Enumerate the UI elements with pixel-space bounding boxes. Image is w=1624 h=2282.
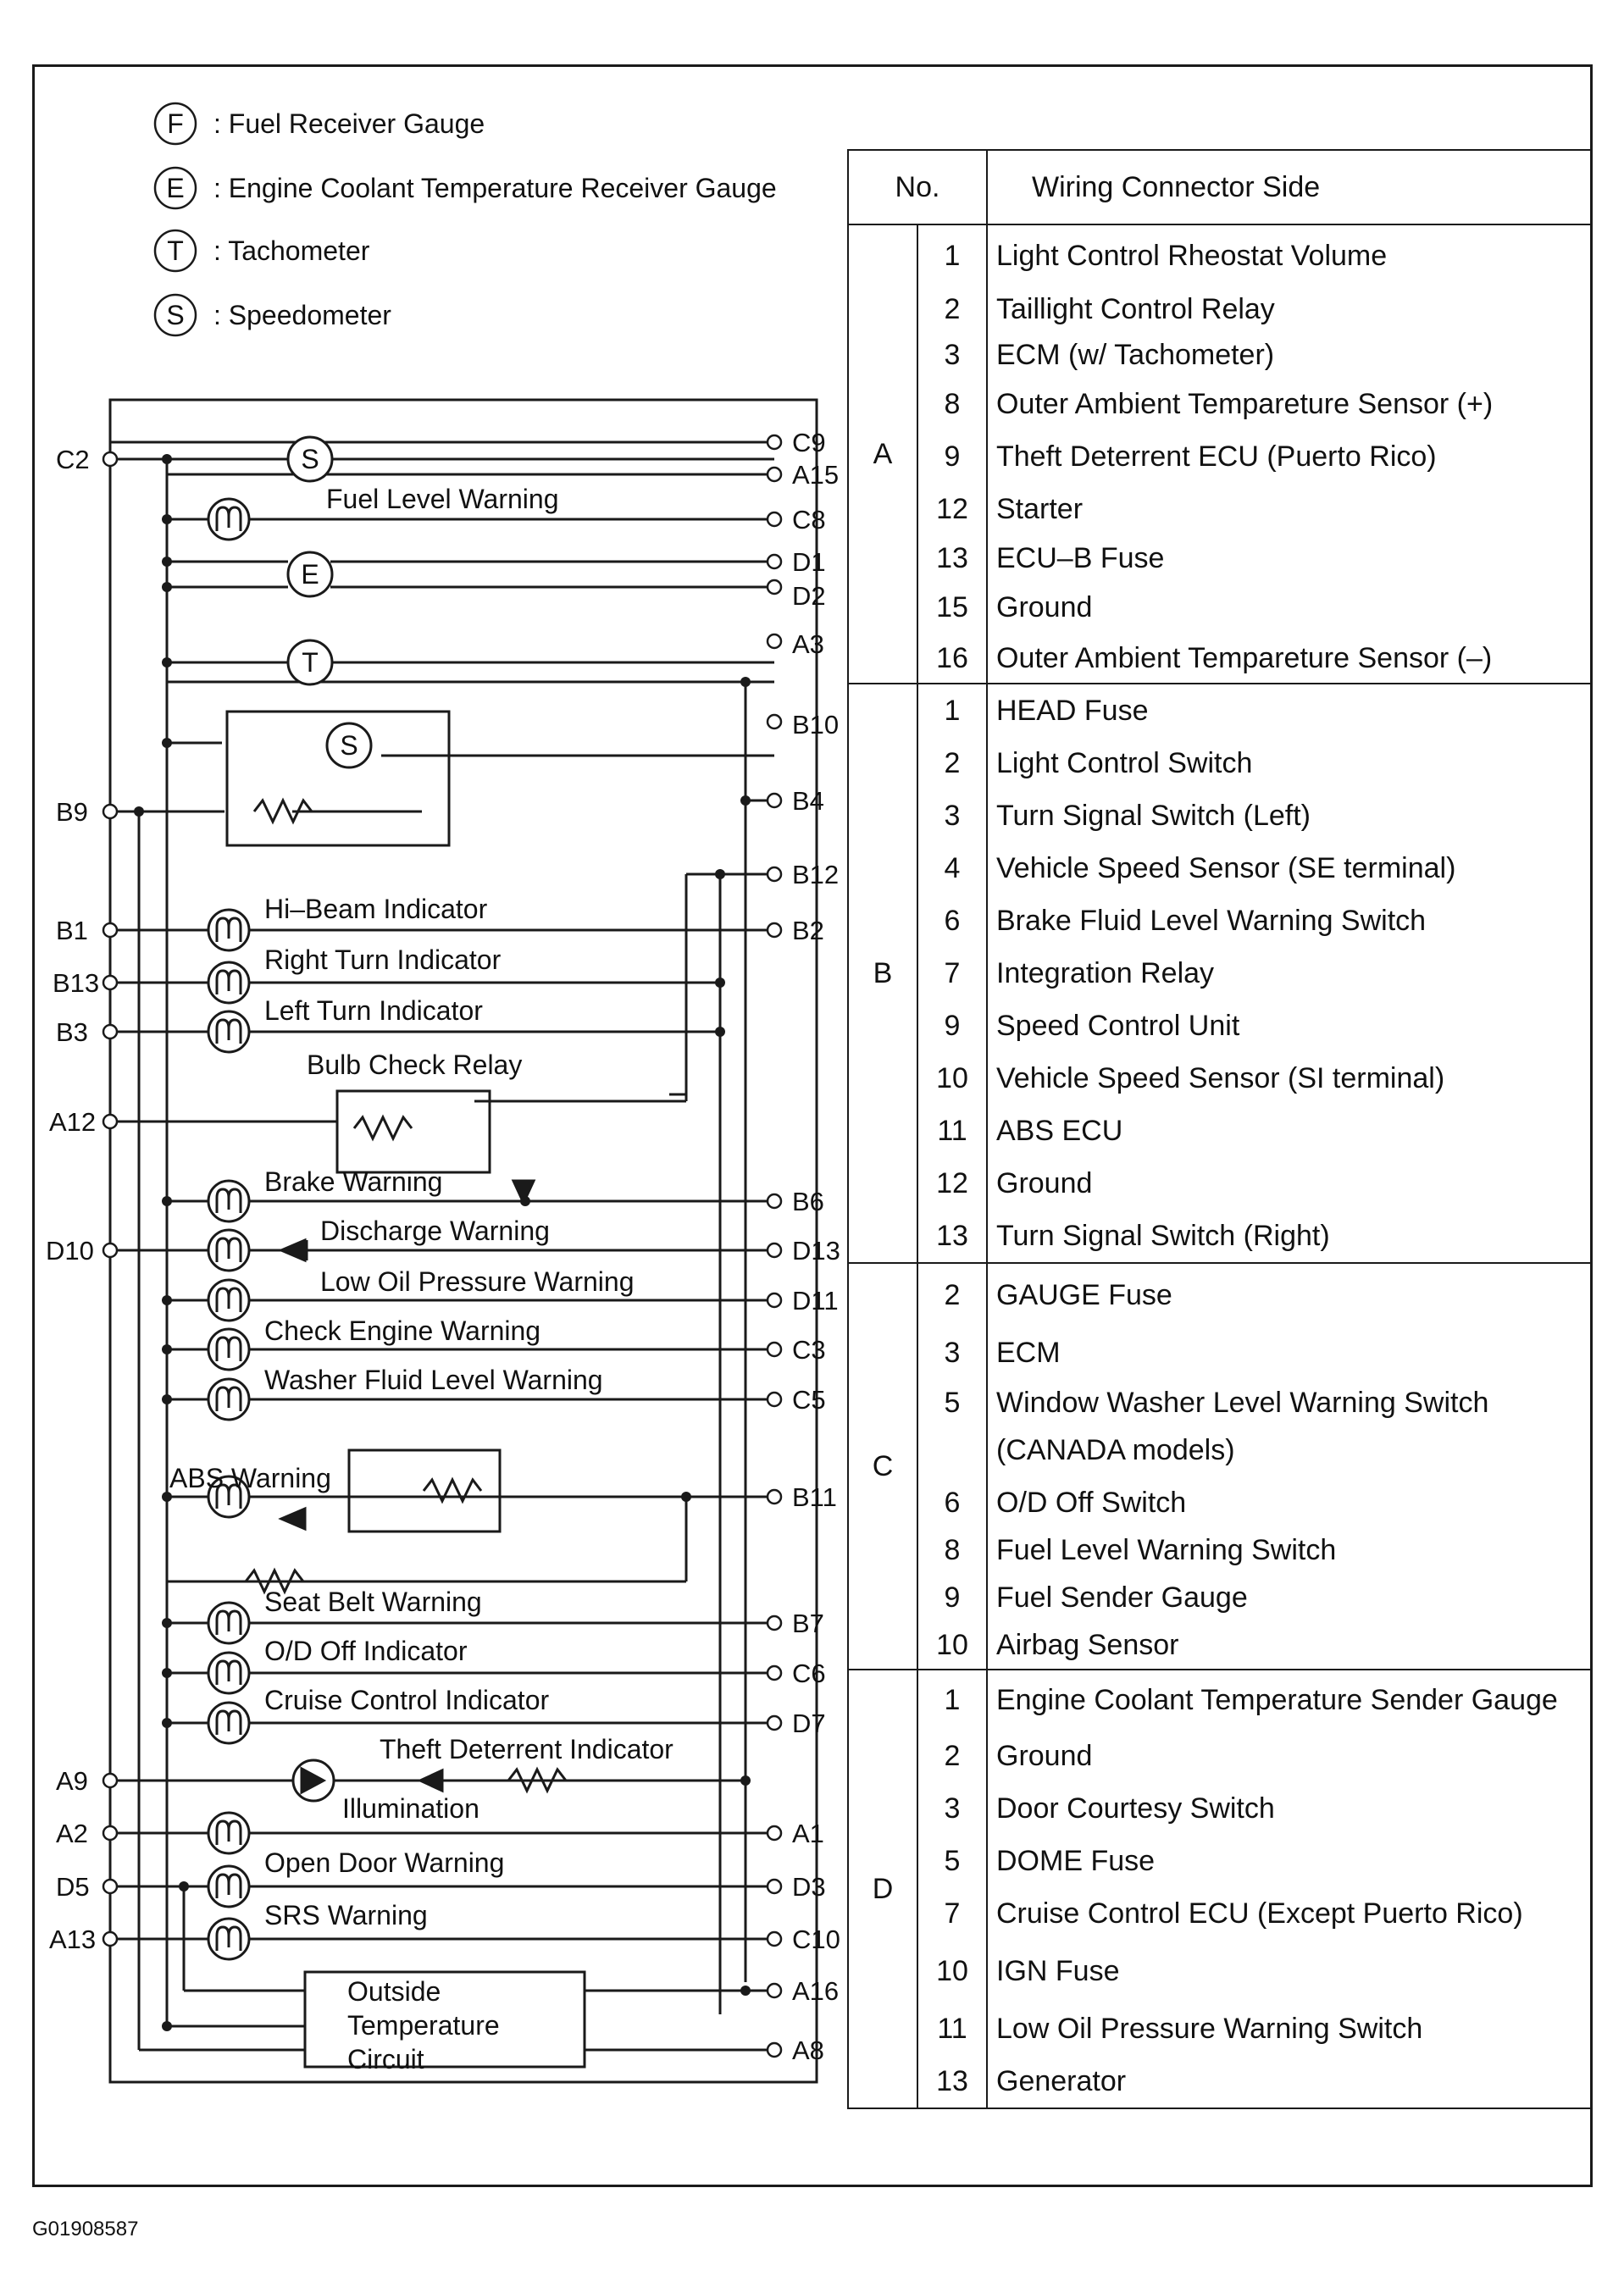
label-washer-fluid-level-warning: Washer Fluid Level Warning <box>264 1365 603 1395</box>
pin-number: 2 <box>944 293 961 325</box>
terminal-icon <box>768 867 781 881</box>
pin-label-b11: B11 <box>792 1482 837 1512</box>
connector-name <box>996 1670 1591 1730</box>
connector-name-text: ABS ECU <box>996 1115 1123 1147</box>
connector-name <box>996 1940 1591 2002</box>
connector-name-text: O/D Off Switch <box>996 1487 1187 1519</box>
label-cruise-control-indicator: Cruise Control Indicator <box>264 1685 550 1715</box>
connector-name-text: ECU–B Fuse <box>996 542 1165 574</box>
pin-number: 5 <box>944 1845 961 1877</box>
connector-name-text: Cruise Control ECU (Except Puerto Rico) <box>996 1897 1523 1930</box>
label-fuel-level-warning: Fuel Level Warning <box>326 484 559 514</box>
connector-table <box>847 149 1593 2109</box>
terminal-icon <box>768 1826 781 1840</box>
terminal-icon <box>103 1880 117 1893</box>
pin-number: 7 <box>944 957 961 989</box>
pin-label-a15: A15 <box>792 460 840 490</box>
pin-number: 12 <box>936 493 968 525</box>
bulb-icon <box>208 962 249 1003</box>
terminal-icon <box>768 1243 781 1257</box>
label-open-door-warning: Open Door Warning <box>264 1847 505 1878</box>
connector-name <box>996 1210 1591 1262</box>
pin-number: 3 <box>944 1792 961 1825</box>
terminal-icon <box>768 1490 781 1504</box>
terminal-icon <box>103 1774 117 1787</box>
junction-dot <box>162 582 172 592</box>
bulb-icon <box>208 499 249 540</box>
terminal-icon <box>768 1716 781 1730</box>
terminal-icon <box>768 634 781 648</box>
connector-name-text: Brake Fluid Level Warning Switch <box>996 905 1427 937</box>
connector-name-text: Outer Ambient Tempareture Sensor (+) <box>996 388 1494 420</box>
connector-name-text: Light Control Rheostat Volume <box>996 240 1388 272</box>
connector-name <box>996 332 1591 378</box>
terminal-icon <box>768 794 781 807</box>
pin-number: 10 <box>936 1955 968 1987</box>
bulb-icon <box>208 1280 249 1321</box>
connector-name-text: Ground <box>996 1740 1093 1772</box>
pin-label-c8: C8 <box>792 505 826 534</box>
pin-label-a8: A8 <box>792 2036 824 2065</box>
connector-name <box>996 378 1591 430</box>
pin-number: 3 <box>944 1337 961 1369</box>
pin-label-a13: A13 <box>49 1925 97 1954</box>
group-numbers <box>917 684 987 1263</box>
legend-label-engine-coolant-gauge: : Engine Coolant Temperature Receiver Gauge <box>213 173 777 203</box>
label-abs-warning: ABS Warning <box>169 1463 331 1493</box>
terminal-icon <box>768 1880 781 1893</box>
pin-number: 1 <box>944 240 961 272</box>
connector-name-text: Generator <box>996 2065 1127 2097</box>
connector-name-text: DOME Fuse <box>996 1845 1156 1877</box>
label-outside-temperature-3: Circuit <box>347 2044 424 2074</box>
table-group-a <box>848 224 1592 684</box>
pin-number: 16 <box>936 642 968 674</box>
junction-dot <box>162 1196 172 1206</box>
pin-number: 1 <box>944 1684 961 1716</box>
pin-label-c9: C9 <box>792 428 826 457</box>
pin-label-d13: D13 <box>792 1236 840 1266</box>
group-letter: D <box>848 1670 917 2108</box>
junction-dot <box>715 978 725 988</box>
terminal-icon <box>768 715 781 728</box>
bulb-icon <box>208 1230 249 1271</box>
connector-name-text: Door Courtesy Switch <box>996 1792 1275 1825</box>
legend-symbol-s: S <box>166 300 185 330</box>
connector-name <box>996 286 1591 332</box>
led-icon <box>293 1760 334 1801</box>
junction-dot <box>162 1718 172 1728</box>
terminal-icon <box>103 976 117 989</box>
pin-label-b9: B9 <box>56 797 88 827</box>
connector-name <box>996 483 1591 535</box>
junction-dot <box>162 557 172 567</box>
connector-name-text: ECM <box>996 1337 1061 1369</box>
gauge-symbol-s: S <box>301 444 319 474</box>
gauge-symbol-t: T <box>302 647 319 678</box>
connector-name <box>996 684 1591 737</box>
pin-label-c2: C2 <box>56 445 90 474</box>
group-numbers <box>917 1670 987 2108</box>
connector-name-text: Light Control Switch <box>996 747 1253 779</box>
pin-number: 9 <box>944 1010 961 1042</box>
label-seat-belt-warning: Seat Belt Warning <box>264 1587 482 1617</box>
junction-dot <box>162 657 172 667</box>
pin-label-d3: D3 <box>792 1872 826 1902</box>
terminal-icon <box>103 1826 117 1840</box>
pin-label-a3: A3 <box>792 629 824 659</box>
junction-dot <box>715 869 725 879</box>
bulb-icon <box>208 1653 249 1693</box>
pin-label-a1: A1 <box>792 1819 824 1848</box>
pin-label-c3: C3 <box>792 1335 826 1365</box>
connector-name-text: Window Washer Level Warning Switch <box>996 1387 1489 1419</box>
pin-label-d7: D7 <box>792 1709 826 1738</box>
pin-number: 13 <box>936 542 968 574</box>
junction-dot <box>740 1986 751 1996</box>
connector-name-text: Airbag Sensor <box>996 1629 1179 1661</box>
pin-number: 9 <box>944 1581 961 1614</box>
bulb-icon <box>208 1329 249 1370</box>
pin-label-c6: C6 <box>792 1659 826 1688</box>
terminal-icon <box>768 1616 781 1630</box>
pin-label-b1: B1 <box>56 916 88 945</box>
terminal-icon <box>768 580 781 594</box>
connector-name <box>996 1157 1591 1210</box>
connector-name <box>996 1379 1591 1479</box>
pin-number: 4 <box>944 852 961 884</box>
connector-name-text: Turn Signal Switch (Left) <box>996 800 1311 832</box>
connector-name-text: Taillight Control Relay <box>996 293 1275 325</box>
connector-name <box>996 1000 1591 1052</box>
junction-dot <box>162 1295 172 1305</box>
connector-name-text: Starter <box>996 493 1084 525</box>
pin-label-d2: D2 <box>792 581 826 611</box>
terminal-icon <box>768 435 781 449</box>
label-left-turn-indicator: Left Turn Indicator <box>264 995 483 1026</box>
connector-name <box>996 1052 1591 1105</box>
terminal-icon <box>103 1932 117 1946</box>
connector-name <box>996 535 1591 581</box>
terminal-icon <box>103 1115 117 1128</box>
junction-dot <box>179 1881 189 1892</box>
connector-name <box>996 2055 1591 2108</box>
connector-name <box>996 1574 1591 1621</box>
junction-dot <box>162 1344 172 1354</box>
terminal-icon <box>768 555 781 568</box>
connector-name-text: Vehicle Speed Sensor (SE terminal) <box>996 852 1456 884</box>
figure-id: G01908587 <box>32 2218 139 2240</box>
pin-number: 13 <box>936 2065 968 2097</box>
terminal-icon <box>768 1393 781 1406</box>
bulb-icon <box>208 1603 249 1643</box>
label-right-turn-indicator: Right Turn Indicator <box>264 944 502 975</box>
junction-dot <box>162 514 172 524</box>
pin-number: 12 <box>936 1167 968 1199</box>
connector-name <box>996 1479 1591 1526</box>
group-letter: A <box>848 224 917 684</box>
connector-name-text: Fuel Level Warning Switch <box>996 1534 1337 1566</box>
junction-dot <box>134 806 144 817</box>
connector-name-text: ECM (w/ Tachometer) <box>996 339 1275 371</box>
pin-number: 3 <box>944 339 961 371</box>
pin-number: 1 <box>944 695 961 727</box>
gauge-symbol-s2: S <box>340 730 358 761</box>
pin-number: 2 <box>944 1740 961 1772</box>
connector-name <box>996 1835 1591 1887</box>
bulb-icon <box>208 1011 249 1052</box>
terminal-icon <box>103 1025 117 1039</box>
legend-symbol-t: T <box>167 235 184 266</box>
connector-name-note: (CANADA models) <box>996 1434 1235 1466</box>
pin-number: 11 <box>937 2013 967 2045</box>
pin-label-b4: B4 <box>792 786 824 816</box>
terminal-icon <box>103 1243 117 1257</box>
junction-dot <box>740 677 751 687</box>
label-low-oil-pressure-warning: Low Oil Pressure Warning <box>320 1266 635 1297</box>
group-numbers <box>917 1263 987 1670</box>
junction-dot <box>162 1618 172 1628</box>
gauge-symbol-e: E <box>301 559 319 590</box>
connector-name-text: Low Oil Pressure Warning Switch <box>996 2013 1423 2045</box>
junction-dot <box>740 1775 751 1786</box>
terminal-icon <box>103 452 117 466</box>
junction-dot <box>740 795 751 806</box>
pin-label-a16: A16 <box>792 1976 840 2006</box>
junction-dot <box>162 1668 172 1678</box>
pin-number: 3 <box>944 800 961 832</box>
pin-label-a9: A9 <box>56 1766 88 1796</box>
label-outside-temperature-1: Outside <box>347 1976 441 2007</box>
bulb-icon <box>208 1703 249 1743</box>
junction-dot <box>162 454 172 464</box>
connector-name <box>996 842 1591 895</box>
connector-name <box>996 1105 1591 1157</box>
pin-label-b12: B12 <box>792 860 840 889</box>
group-names <box>987 224 1592 684</box>
pin-label-b3: B3 <box>56 1017 88 1047</box>
pin-number: 13 <box>936 1220 968 1252</box>
connector-name-text: Speed Control Unit <box>996 1010 1240 1042</box>
pin-label-b13: B13 <box>53 968 100 998</box>
label-od-off-indicator: O/D Off Indicator <box>264 1636 468 1666</box>
legend-label-fuel-receiver-gauge: : Fuel Receiver Gauge <box>213 108 485 139</box>
terminal-icon <box>103 923 117 937</box>
pin-label-b10: B10 <box>792 710 840 739</box>
connector-name-text: Fuel Sender Gauge <box>996 1581 1248 1614</box>
pin-number: 2 <box>944 1279 961 1311</box>
connector-name-text: Ground <box>996 1167 1093 1199</box>
group-numbers <box>917 224 987 684</box>
table-group-b <box>848 684 1592 1263</box>
label-theft-deterrent-indicator: Theft Deterrent Indicator <box>380 1734 673 1764</box>
pin-number: 11 <box>937 1115 967 1147</box>
connector-name <box>996 947 1591 1000</box>
terminal-icon <box>768 1194 781 1208</box>
connector-name-text: Integration Relay <box>996 957 1215 989</box>
table-group-c <box>848 1263 1592 1670</box>
table-group-d <box>848 1670 1592 2108</box>
group-letter: C <box>848 1263 917 1670</box>
connector-name <box>996 430 1591 483</box>
pin-label-b6: B6 <box>792 1187 824 1216</box>
connector-name <box>996 789 1591 842</box>
pin-label-d11: D11 <box>792 1286 839 1315</box>
label-srs-warning: SRS Warning <box>264 1900 428 1930</box>
pin-label-c5: C5 <box>792 1385 826 1415</box>
label-illumination: Illumination <box>342 1793 479 1824</box>
bulb-icon <box>208 1866 249 1907</box>
pin-label-a12: A12 <box>49 1107 97 1137</box>
pin-number: 6 <box>944 905 961 937</box>
table-header-wiring-connector-side: Wiring Connector Side <box>987 150 1592 224</box>
connector-name-text: Theft Deterrent ECU (Puerto Rico) <box>996 440 1437 473</box>
terminal-icon <box>768 1984 781 1997</box>
table-header-no: No. <box>848 150 987 224</box>
junction-dot <box>520 1196 530 1206</box>
connector-name <box>996 1264 1591 1327</box>
group-names <box>987 1263 1592 1670</box>
pin-number: 5 <box>944 1387 961 1419</box>
group-names <box>987 684 1592 1263</box>
connector-name-text: Turn Signal Switch (Right) <box>996 1220 1330 1252</box>
bulb-icon <box>208 1813 249 1853</box>
legend-symbol-e: E <box>166 173 185 203</box>
pin-label-b2: B2 <box>792 916 824 945</box>
table-body <box>848 224 1592 2108</box>
connector-name-text: Ground <box>996 591 1093 623</box>
junction-dot <box>681 1492 691 1502</box>
pin-number: 15 <box>936 591 968 623</box>
pin-number: 6 <box>944 1487 961 1519</box>
terminal-icon <box>768 512 781 526</box>
connector-name <box>996 2002 1591 2055</box>
pin-label-d1: D1 <box>792 547 826 577</box>
connector-name-text: Engine Coolant Temperature Sender Gauge <box>996 1684 1558 1716</box>
connector-name <box>996 1621 1591 1669</box>
pin-label-c10: C10 <box>792 1925 840 1954</box>
label-check-engine-warning: Check Engine Warning <box>264 1315 541 1346</box>
pin-number: 8 <box>944 1534 961 1566</box>
connector-name <box>996 634 1591 683</box>
connector-name-text: Vehicle Speed Sensor (SI terminal) <box>996 1062 1445 1094</box>
terminal-icon <box>768 1932 781 1946</box>
junction-dot <box>162 738 172 748</box>
connector-name <box>996 895 1591 947</box>
label-bulb-check-relay: Bulb Check Relay <box>307 1050 523 1080</box>
bulb-icon <box>208 910 249 950</box>
label-brake-warning: Brake Warning <box>264 1166 443 1197</box>
connector-name <box>996 1526 1591 1574</box>
connector-name <box>996 1782 1591 1835</box>
connector-name-text: Outer Ambient Tempareture Sensor (–) <box>996 642 1493 674</box>
pin-number: 2 <box>944 747 961 779</box>
terminal-icon <box>768 923 781 937</box>
terminal-icon <box>768 1343 781 1356</box>
legend-label-tachometer: : Tachometer <box>213 235 370 266</box>
junction-dot <box>715 1027 725 1037</box>
terminal-icon <box>103 805 117 818</box>
connector-name <box>996 1327 1591 1379</box>
label-outside-temperature-2: Temperature <box>347 2010 500 2041</box>
label-hi-beam-indicator: Hi–Beam Indicator <box>264 894 488 924</box>
legend-label-speedometer: : Speedometer <box>213 300 391 330</box>
pin-label-d5: D5 <box>56 1872 90 1902</box>
junction-dot <box>162 2021 172 2031</box>
bulb-icon <box>208 1181 249 1221</box>
connector-name-text: IGN Fuse <box>996 1955 1120 1987</box>
connector-name <box>996 737 1591 789</box>
junction-dot <box>162 1394 172 1404</box>
terminal-icon <box>768 1666 781 1680</box>
pin-label-b7: B7 <box>792 1609 824 1638</box>
pin-number: 9 <box>944 440 961 473</box>
terminal-icon <box>768 1293 781 1307</box>
terminal-icon <box>768 2043 781 2057</box>
pin-label-a2: A2 <box>56 1819 88 1848</box>
connector-name <box>996 1887 1591 1940</box>
pin-number: 10 <box>936 1629 968 1661</box>
connector-name <box>996 225 1591 286</box>
label-discharge-warning: Discharge Warning <box>320 1216 550 1246</box>
pin-number: 8 <box>944 388 961 420</box>
pin-label-d10: D10 <box>46 1236 94 1266</box>
legend-symbol-f: F <box>167 108 184 139</box>
connector-name <box>996 1730 1591 1782</box>
group-names <box>987 1670 1592 2108</box>
connector-name-text: GAUGE Fuse <box>996 1279 1172 1311</box>
connector-name-text: HEAD Fuse <box>996 695 1149 727</box>
connector-name <box>996 581 1591 634</box>
bulb-icon <box>208 1379 249 1420</box>
group-letter: B <box>848 684 917 1263</box>
pin-number: 7 <box>944 1897 961 1930</box>
terminal-icon <box>768 468 781 481</box>
pin-number: 10 <box>936 1062 968 1094</box>
bulb-icon <box>208 1919 249 1959</box>
